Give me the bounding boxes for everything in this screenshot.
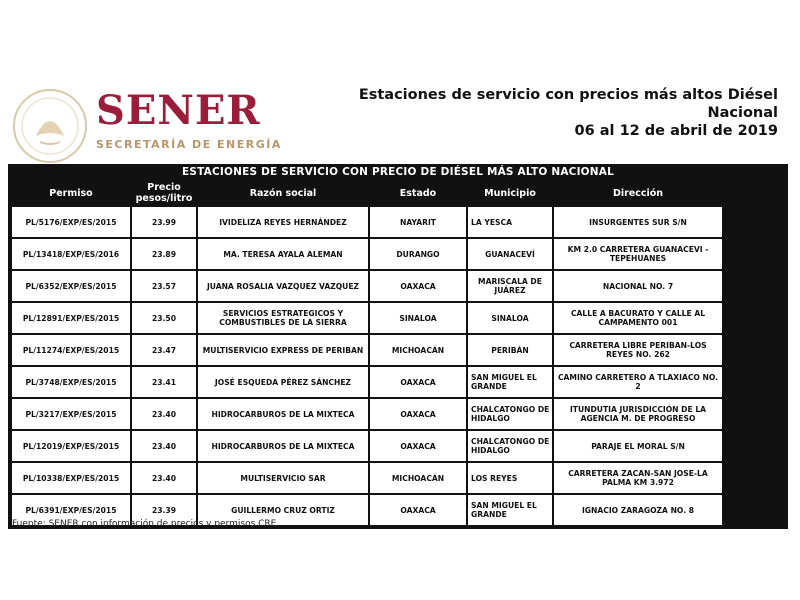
table-row [12, 463, 784, 493]
cell-permiso: PL/10338/EXP/ES/2015 [12, 463, 130, 493]
cell-direccion: CARRETERA ZACAN-SAN JOSE-LA PALMA KM 3.972 [554, 463, 722, 493]
page-heading [359, 86, 778, 140]
cell-permiso: PL/6391/EXP/ES/2015 [12, 495, 130, 525]
cell-municipio: PERIBÁN [468, 335, 552, 365]
table-header-row [12, 181, 784, 205]
source-footnote: Fuente: SENER con información de precios y permisos CRE. [12, 519, 280, 529]
cell-razon-social: HIDROCARBUROS DE LA MIXTECA [198, 399, 368, 429]
cell-municipio: GUANACEVÍ [468, 239, 552, 269]
cell-direccion: IGNACIO ZARAGOZA NO. 8 [554, 495, 722, 525]
cell-spacer [724, 463, 784, 493]
cell-permiso: PL/3217/EXP/ES/2015 [12, 399, 130, 429]
cell-razon-social: IVIDELIZA REYES HERNÁNDEZ [198, 207, 368, 237]
cell-direccion: ITUNDUTIA JURISDICCIÓN DE LA AGENCIA M. DE PROGRESO [554, 399, 722, 429]
cell-precio: 23.40 [132, 431, 196, 461]
cell-estado: OAXACA [370, 399, 466, 429]
cell-permiso: PL/11274/EXP/ES/2015 [12, 335, 130, 365]
header-permiso: Permiso [12, 181, 130, 205]
cell-estado: SINALOA [370, 303, 466, 333]
cell-spacer [724, 399, 784, 429]
cell-razon-social: JUANA ROSALIA VAZQUEZ VAZQUEZ [198, 271, 368, 301]
cell-permiso: PL/12019/EXP/ES/2015 [12, 431, 130, 461]
cell-spacer [724, 495, 784, 525]
cell-estado: MICHOACÁN [370, 335, 466, 365]
cell-municipio: CHALCATONGO DE HIDALGO [468, 399, 552, 429]
cell-direccion: CAMINO CARRETERO A TLAXIACO NO. 2 [554, 367, 722, 397]
cell-municipio: LOS REYES [468, 463, 552, 493]
cell-razon-social: GUILLERMO CRUZ ORTIZ [198, 495, 368, 525]
cell-municipio: SAN MIGUEL EL GRANDE [468, 367, 552, 397]
cell-direccion: PARAJE EL MORAL S/N [554, 431, 722, 461]
cell-precio: 23.50 [132, 303, 196, 333]
table-row [12, 207, 784, 237]
cell-estado: DURANGO [370, 239, 466, 269]
cell-spacer [724, 431, 784, 461]
cell-direccion: INSURGENTES SUR S/N [554, 207, 722, 237]
table-row [12, 271, 784, 301]
cell-razon-social: SERVICIOS ESTRATEGICOS Y COMBUSTIBLES DE LA SIERRA [198, 303, 368, 333]
cell-estado: OAXACA [370, 271, 466, 301]
header-estado: Estado [370, 181, 466, 205]
header-spacer [724, 181, 784, 205]
stations-table [8, 164, 788, 529]
cell-municipio: SINALOA [468, 303, 552, 333]
cell-permiso: PL/3748/EXP/ES/2015 [12, 367, 130, 397]
cell-precio: 23.89 [132, 239, 196, 269]
heading-line-1: Estaciones de servicio con precios más altos Diésel [358, 87, 778, 103]
cell-spacer [724, 239, 784, 269]
cell-razon-social: HIDROCARBUROS DE LA MIXTECA [198, 431, 368, 461]
heading-line-2: Nacional [707, 105, 778, 121]
table-title: ESTACIONES DE SERVICIO CON PRECIO DE DIÉSEL MÁS ALTO NACIONAL [181, 166, 615, 178]
cell-estado: OAXACA [370, 367, 466, 397]
national-seal-logo [10, 86, 90, 166]
header-razon-social: Razón social [198, 181, 368, 205]
brand-name: SENER [96, 87, 261, 134]
cell-direccion: CALLE A BACURATO Y CALLE AL CAMPAMENTO 001 [554, 303, 722, 333]
cell-municipio: MARISCALA DE JUÁREZ [468, 271, 552, 301]
cell-permiso: PL/6352/EXP/ES/2015 [12, 271, 130, 301]
cell-direccion: NACIONAL NO. 7 [554, 271, 722, 301]
slide [0, 78, 800, 533]
table-row [12, 431, 784, 461]
table-row [12, 399, 784, 429]
cell-estado: OAXACA [370, 495, 466, 525]
cell-spacer [724, 335, 784, 365]
cell-precio: 23.99 [132, 207, 196, 237]
header-municipio: Municipio [468, 181, 552, 205]
cell-municipio: CHALCATONGO DE HIDALGO [468, 431, 552, 461]
cell-permiso: PL/13418/EXP/ES/2016 [12, 239, 130, 269]
cell-estado: NAYARIT [370, 207, 466, 237]
cell-razon-social: JOSÉ ESQUEDA PÉREZ SÁNCHEZ [198, 367, 368, 397]
header-direccion: Dirección [554, 181, 722, 205]
cell-precio: 23.40 [132, 463, 196, 493]
cell-spacer [724, 367, 784, 397]
cell-precio: 23.47 [132, 335, 196, 365]
cell-precio: 23.39 [132, 495, 196, 525]
cell-precio: 23.41 [132, 367, 196, 397]
cell-spacer [724, 303, 784, 333]
table-row [12, 335, 784, 365]
heading-line-3: 06 al 12 de abril de 2019 [574, 123, 778, 139]
cell-precio: 23.57 [132, 271, 196, 301]
cell-municipio: SAN MIGUEL EL GRANDE [468, 495, 552, 525]
table-row [12, 303, 784, 333]
cell-permiso: PL/12891/EXP/ES/2015 [12, 303, 130, 333]
brand-subtitle: SECRETARÍA DE ENERGÍA [96, 138, 282, 151]
table-row [12, 239, 784, 269]
cell-direccion: KM 2.0 CARRETERA GUANACEVI - TEPEHUANES [554, 239, 722, 269]
cell-direccion: CARRETERA LIBRE PERIBAN-LOS REYES NO. 262 [554, 335, 722, 365]
cell-precio: 23.40 [132, 399, 196, 429]
brand-block [96, 88, 282, 151]
cell-municipio: LA YESCA [468, 207, 552, 237]
cell-spacer [724, 207, 784, 237]
table-body [12, 207, 784, 525]
cell-permiso: PL/5176/EXP/ES/2015 [12, 207, 130, 237]
cell-estado: OAXACA [370, 431, 466, 461]
cell-razon-social: MULTISERVICIO EXPRESS DE PERIBAN [198, 335, 368, 365]
data-table [10, 179, 786, 527]
cell-spacer [724, 271, 784, 301]
cell-estado: MICHOACÁN [370, 463, 466, 493]
table-row [12, 367, 784, 397]
cell-razon-social: MA. TERESA AYALA ALEMAN [198, 239, 368, 269]
cell-razon-social: MULTISERVICIO SAR [198, 463, 368, 493]
header-precio: Precio pesos/litro [132, 181, 196, 205]
